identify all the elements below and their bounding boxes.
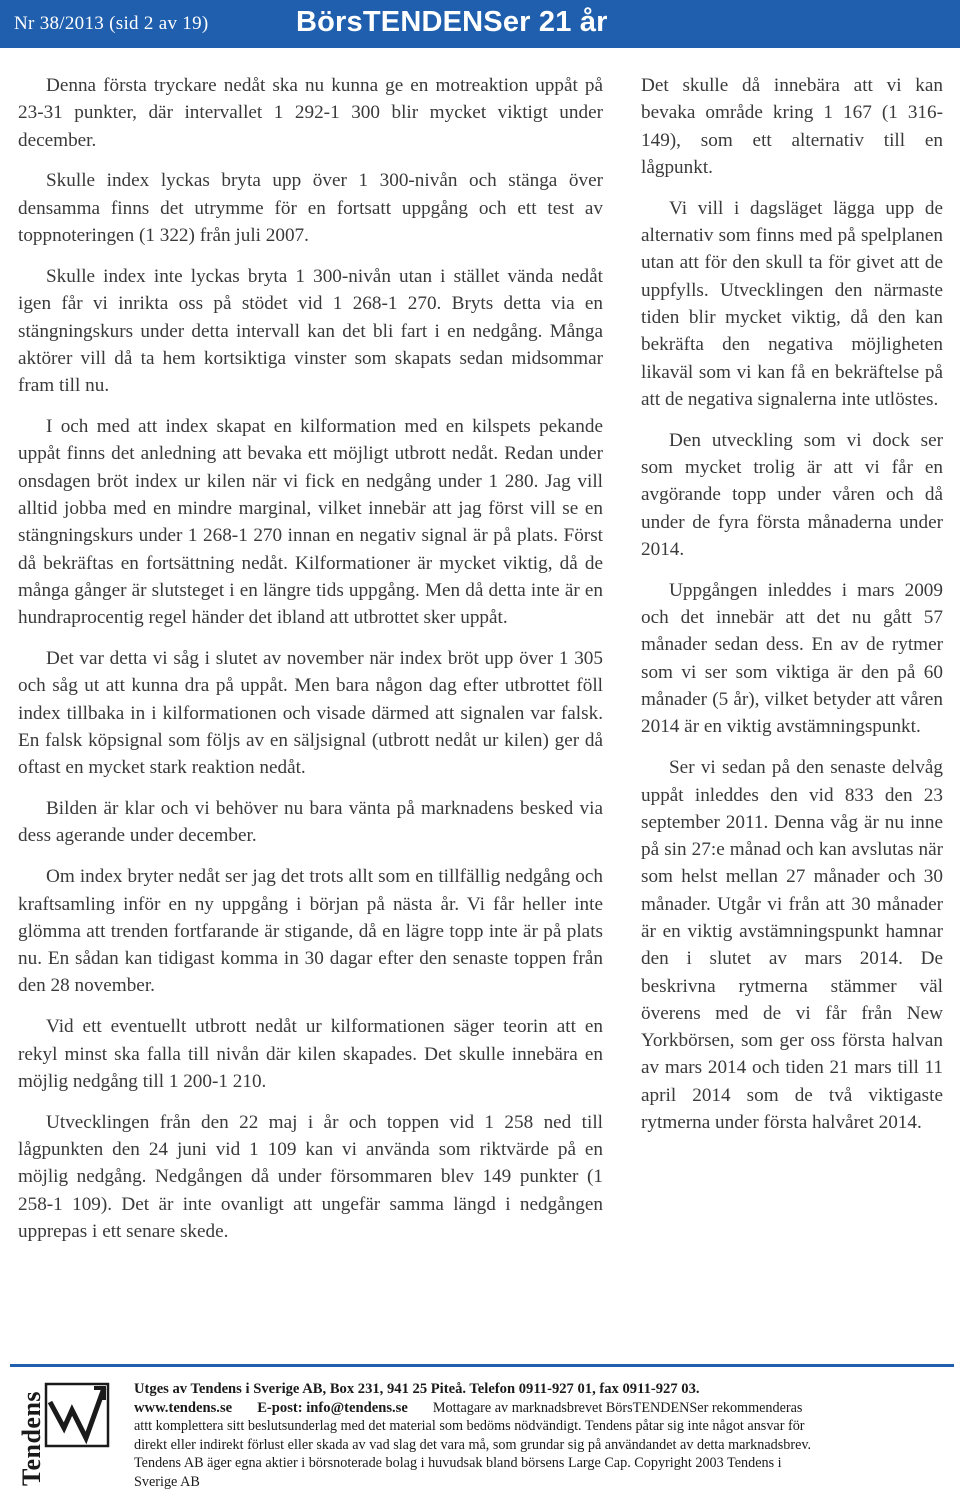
- paragraph: Skulle index inte lyckas bryta 1 300-nivån utan i stället vända nedåt igen får vi inrikta oss på stödet vid 1 268-1 270. Bryts detta via en stängningskurs under detta intervall kan det bli fart i en nedgång. Många aktörer vill då ta hem kortsiktiga vinster som skapats sedan midsommar fram till nu.: [18, 265, 603, 397]
- paragraph: Bilden är klar och vi behöver nu bara vänta på marknadens besked via dess agerande under december.: [18, 798, 603, 847]
- paragraph: Den utveckling som vi dock ser som mycket trolig är att vi får en avgörande topp under våren och då under de fyra första månaderna under 2014.: [641, 429, 943, 560]
- paragraph: Ser vi sedan på den senaste delvåg uppåt inleddes den vid 833 den 23 september 2011. Denna våg är nu inne på sin 27:e månad och kan avslutas när som helst mellan 27 månader och 30 månader. Utgår vi från att 30 månader är en viktig avstämningspunkt hamnar den i slutet av mars 2014. De beskrivna rytmerna stämmer väl överens med de vi får från New Yorkbörsen, som ger oss första halvan av mars 2014 och tiden 21 mars till 11 april 2014 som de två viktigaste rytmerna under första halvåret 2014.: [641, 757, 943, 1134]
- disclaimer-text: direkt eller indirekt förlust eller skada av vad slag det vara må, som grundar sig på användandet av detta marknadsbrev.: [134, 1436, 812, 1453]
- paragraph: Om index bryter nedåt ser jag det trots allt som en tillfällig nedgång och kraftsamling inför en ny uppgång i början på nästa år. Vi får heller inte glömma att trenden fortfarande är stigande, då en lägre topp inte är på plats nu. En sådan kan tidigast komma in 30 dagar efter den senaste toppen från den 28 november.: [18, 866, 603, 997]
- website-link[interactable]: www.tendens.se: [134, 1399, 233, 1416]
- disclaimer-text: attt komplettera sitt beslutsunderlag med det material som bedöms nödvändigt. Tendens påtar sig inte något ansvar för: [134, 1418, 805, 1434]
- paragraph: Det skulle då innebära att vi kan bevaka område kring 1 167 (1 316-149), som ett alternativ till en lågpunkt.: [641, 75, 943, 178]
- disclaimer-text: Tendens AB äger egna aktier i börsnoterade bolag i huvudsak bland börsens Large Cap. Copyright 2003 Tendens i: [134, 1455, 782, 1471]
- footer: [134, 1380, 944, 1491]
- svg-text:Tendens: Tendens: [18, 1390, 46, 1486]
- footer-divider: [10, 1364, 954, 1367]
- paragraph: Uppgången inleddes i mars 2009 och det innebär att det nu gått 57 månader sedan dess. En av de rytmer som vi ser som viktiga är den på 60 månader (5 år), vilket betyder att våren 2014 är en viktig avstämningspunkt.: [641, 579, 943, 738]
- right-column: [641, 72, 943, 1150]
- email-link[interactable]: E-post: info@tendens.se: [257, 1399, 408, 1416]
- newsletter-title: BörsTENDENSer 21 år: [296, 6, 608, 38]
- disclaimer-text: Mottagare av marknadsbrevet BörsTENDENSer rekommenderas: [432, 1399, 803, 1416]
- paragraph: Det var detta vi såg i slutet av november när index bröt upp över 1 305 och såg ut att kunna dra på uppåt. Men bara någon dag efter utbrottet föll index tillbaka in i kilformationen och visade därmed att signalen var falsk. En falsk köpsignal som följs av en säljsignal (utbrott nedåt ur kilen) ger då oftast en mycket stark reaktion nedåt.: [18, 648, 603, 779]
- publisher-line: Utges av Tendens i Sverige AB, Box 231, 941 25 Piteå. Telefon 0911-927 01, fax 0911-927 03.: [134, 1381, 700, 1397]
- paragraph: I och med att index skapat en kilformation med en kilspets pekande uppåt finns det anledning att bevaka ett möjligt utbrott nedåt. Redan under onsdagen bröt index ur kilen när vi fick en nedgång under 1 280. Jag vill alltid jobba med en mindre marginal, vilket innebär att jag först vill se en stängningskurs under 1 268-1 270 innan en negativ signal är på plats. Först då bekräftas en fortsättning nedåt. Kilformationer är mycket viktig, då de många gånger är slutsteget i en längre tids uppgång. Men då detta inte är en hundraprocentig regel händer det ibland att utbrottet sker uppåt.: [18, 416, 603, 629]
- page-header: [0, 0, 960, 48]
- paragraph: Skulle index lyckas bryta upp över 1 300-nivån och stänga över densamma finns det utrymme för en fortsatt uppgång och ett test av toppnoteringen (1 322) från juli 2007.: [18, 170, 603, 247]
- disclaimer-text: Sverige AB: [134, 1473, 200, 1490]
- tendens-logo: [18, 1378, 114, 1490]
- paragraph: Utvecklingen från den 22 maj i år och toppen vid 1 258 ned till lågpunkten den 24 juni vid 1 109 kan vi använda som riktvärde på en möjlig nedgång. Nedgången då under försommaren blev 149 punkter (1 258-1 109). Det är inte ovanligt att ungefär samma längd i nedgången upprepas i ett senare skede.: [18, 1111, 603, 1243]
- paragraph: Denna första tryckare nedåt ska nu kunna ge en motreaktion uppåt på 23-31 punkter, där intervallet 1 292-1 300 blir mycket viktigt under december.: [18, 75, 603, 151]
- footer-contact-line: [134, 1399, 944, 1418]
- paragraph: Vid ett eventuellt utbrott nedåt ur kilformationen säger teorin att en rekyl minst ska falla till nivån där kilen skapades. Det skulle innebära en möjlig nedgång till 1 200-1 210.: [18, 1016, 603, 1092]
- paragraph: Vi vill i dagsläget lägga upp de alternativ som finns med på spelplanen utan att för den skull ta för givet att de uppfylls. Utvecklingen den närmaste tiden blir mycket viktig, då den kan bekräfta den negativa möjligheten likaväl som vi kan få en bekräftelse på att de negativa signalerna inte utlöstes.: [641, 197, 943, 410]
- left-column: [18, 72, 603, 1259]
- issue-number: Nr 38/2013 (sid 2 av 19): [14, 13, 209, 34]
